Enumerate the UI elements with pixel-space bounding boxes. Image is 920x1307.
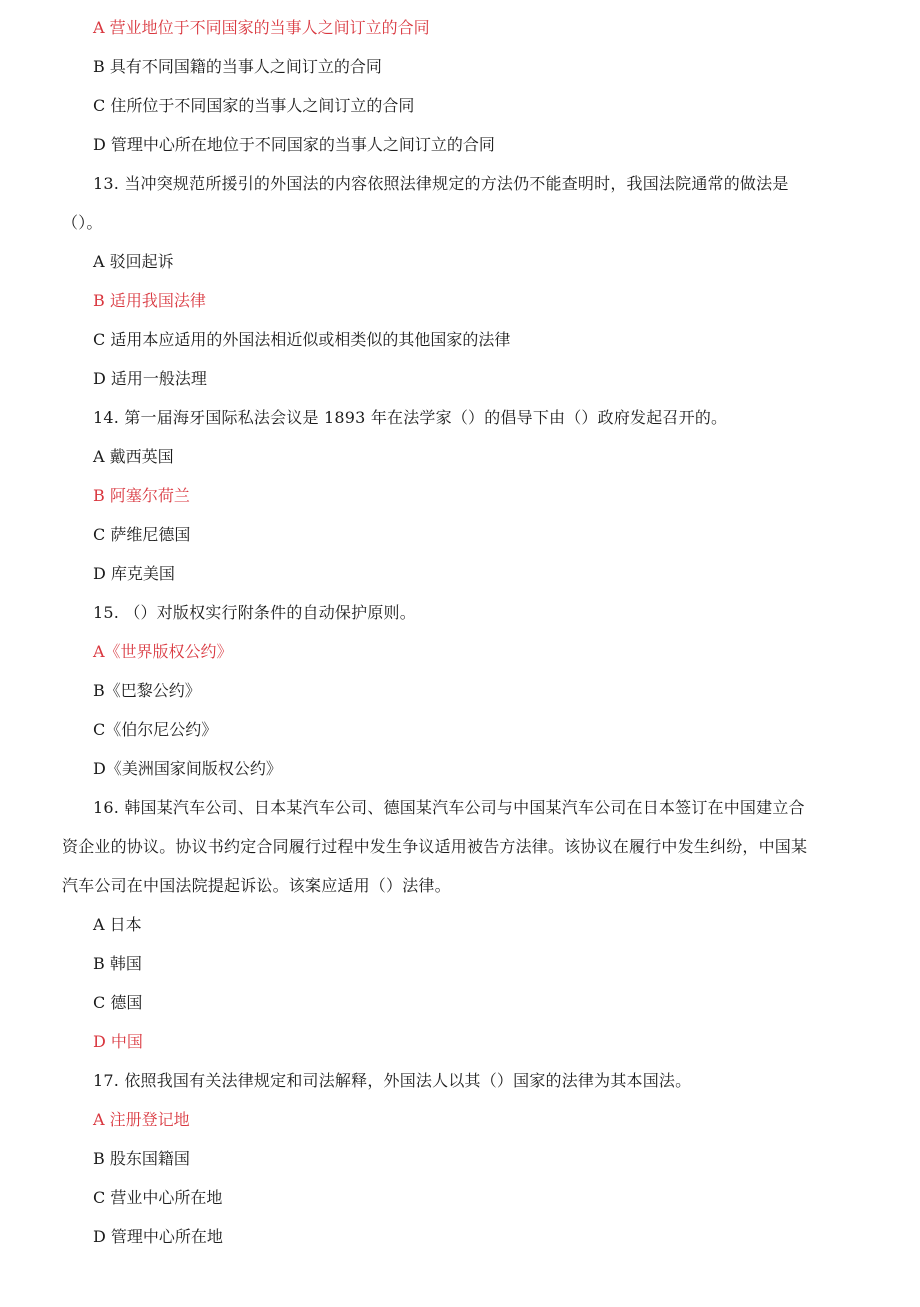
q16-option-c: C 德国 [93,993,143,1012]
q13-option-d: D 适用一般法理 [93,369,207,388]
q16-option-b: B 韩国 [93,954,142,973]
q16-stem-line1: 16. 韩国某汽车公司、日本某汽车公司、德国某汽车公司与中国某汽车公司在日本签订在中国建立合 [93,798,805,817]
q15-stem: 15. （）对版权实行附条件的自动保护原则。 [93,603,416,622]
q15-option-b: B《巴黎公约》 [93,681,201,700]
q14-option-b: B 阿塞尔荷兰 [93,486,190,505]
q12-option-d: D 管理中心所在地位于不同国家的当事人之间订立的合同 [93,135,495,154]
q14-option-a: A 戴西英国 [93,447,174,466]
q13-stem-line2: （）。 [62,213,103,232]
q15-option-d: D《美洲国家间版权公约》 [93,759,282,778]
q12-option-c: C 住所位于不同国家的当事人之间订立的合同 [93,96,415,115]
q16-stem-line2: 资企业的协议。协议书约定合同履行过程中发生争议适用被告方法律。该协议在履行中发生纠纷，中国某 [62,837,808,856]
q16-option-d: D 中国 [93,1032,143,1051]
q14-option-d: D 库克美国 [93,564,175,583]
q13-option-a: A 驳回起诉 [93,252,174,271]
q12-option-b: B 具有不同国籍的当事人之间订立的合同 [93,57,382,76]
q16-stem-line3: 汽车公司在中国法院提起诉讼。该案应适用（）法律。 [62,876,451,895]
q12-option-a: A 营业地位于不同国家的当事人之间订立的合同 [93,18,430,37]
q17-option-a: A 注册登记地 [93,1110,190,1129]
q17-stem: 17. 依照我国有关法律规定和司法解释，外国法人以其（）国家的法律为其本国法。 [93,1071,692,1090]
q15-option-c: C《伯尔尼公约》 [93,720,218,739]
q17-option-c: C 营业中心所在地 [93,1188,223,1207]
q17-option-b: B 股东国籍国 [93,1149,190,1168]
q17-option-d: D 管理中心所在地 [93,1227,223,1246]
q14-stem: 14. 第一届海牙国际私法会议是 1893 年在法学家（）的倡导下由（）政府发起召开的。 [93,408,728,427]
q13-stem-line1: 13. 当冲突规范所援引的外国法的内容依照法律规定的方法仍不能查明时，我国法院通常的做法是 [93,174,789,193]
q13-option-b: B 适用我国法律 [93,291,206,310]
q15-option-a: A《世界版权公约》 [93,642,233,661]
q13-option-c: C 适用本应适用的外国法相近似或相类似的其他国家的法律 [93,330,511,349]
q14-option-c: C 萨维尼德国 [93,525,191,544]
q16-option-a: A 日本 [93,915,142,934]
